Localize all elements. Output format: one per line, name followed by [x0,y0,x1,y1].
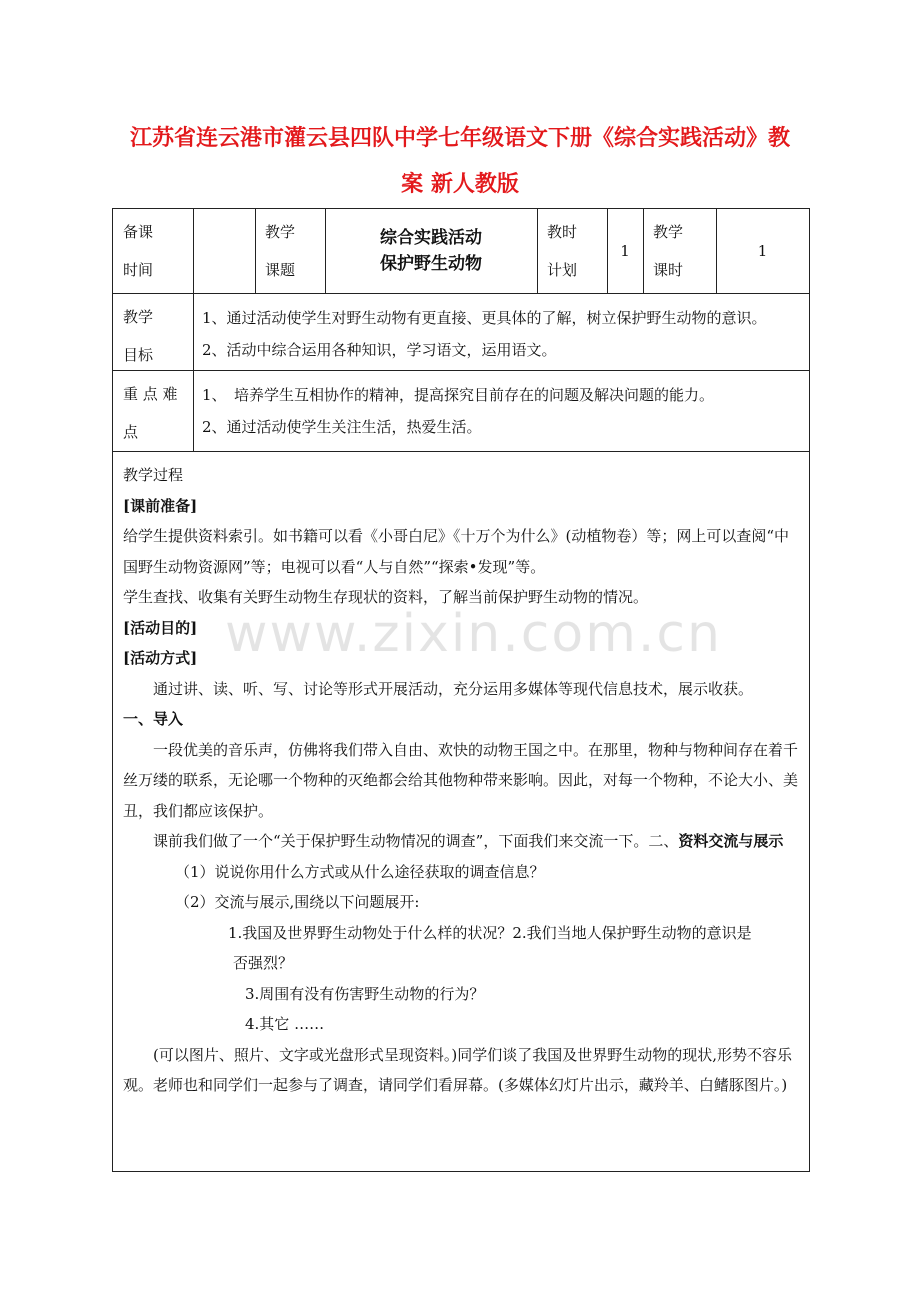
survey-text: 课前我们做了一个“关于保护野生动物情况的调查”，下面我们来交流一下。二、资料交流与展示 [153,832,784,850]
key-points-row [113,371,809,452]
document-title-line-1: 江苏省连云港市灌云县四队中学七年级语文下册《综合实践活动》教 [129,125,790,151]
plan-label: 教时 计划 [537,209,608,293]
sub-question: 4.其它 …… [245,1015,325,1033]
goals-list [194,294,809,370]
header-row [113,209,809,294]
question-1: （1）说说你用什么方式或从什么途径获取的调查信息？ [175,862,545,881]
goal-item: 1、通过活动使学生对野生动物有更直接、更具体的了解，树立保护野生动物的意识。 [202,309,767,327]
goal-item: 2、活动中综合运用各种知识，学习语文，运用语文。 [202,341,557,359]
key-point-item: 2、通过活动使学生关注生活，热爱生活。 [202,418,482,436]
hours-label: 教学 课时 [643,209,717,293]
lesson-plan-table [112,208,810,1172]
teaching-process [113,452,809,1107]
method-heading: [活动方式] [123,649,198,667]
process-row [113,452,809,1171]
method-text: 通过讲、读、听、写、讨论等形式开展活动，充分运用多媒体等现代信息技术，展示收获。 [153,679,754,698]
question-2: （2）交流与展示,围绕以下问题展开: [175,893,420,911]
purpose-heading: [活动目的] [123,618,198,637]
exchange-heading: 资料交流与展示 [678,832,784,850]
watermark: www.zixin.com.cn [225,604,722,664]
goals-label: 教学 目标 [113,294,194,370]
closing-text: (可以图片、照片、文字或光盘形式呈现资料。)同学们谈了我国及世界野生动物的现状,形势不容乐观。老师也和同学们一起参与了调查，请同学们看屏幕。(多媒体幻灯片出示，藏羚羊、白鳍豚图片。) [123,1045,792,1094]
document-title-line-2: 案 新人教版 [401,171,519,197]
intro-heading: 一、导入 [123,710,184,728]
topic-label: 教学 课题 [255,209,326,293]
key-point-item: 1、 培养学生互相协作的精神，提高探究目前存在的问题及解决问题的能力。 [202,386,715,404]
prep-text: 学生查找、收集有关野生动物生存现状的资料，了解当前保护野生动物的情况。 [123,588,649,606]
plan-value: 1 [607,209,644,293]
prep-text: 给学生提供资料索引。如书籍可以看《小哥白尼》《十万个为什么》(动植物卷）等；网上可以查阅“中国野生动物资源网”等；电视可以看“人与自然”“探索•发现”等。 [123,527,790,576]
hours-value: 1 [757,242,768,260]
key-points-list [194,371,809,451]
prep-time-label: 备课 时间 [113,209,194,293]
prep-time-value [194,209,256,293]
sub-question: 1.我国及世界野生动物处于什么样的状况？2.我们当地人保护野生动物的意识是 [228,923,752,942]
sub-question-cont: 否强烈？ [233,954,294,972]
topic-value: 综合实践活动 保护野生动物 [325,209,538,293]
intro-text: 一段优美的音乐声，仿佛将我们带入自由、欢快的动物王国之中。在那里，物种与物种间存在着千丝万缕的联系，无论哪一个物种的灭绝都会给其他物种带来影响。因此，对每一个物种，不论大小、美丑，我们都应该保护。 [123,740,799,820]
goals-row [113,294,809,371]
sub-question: 3.周围有没有伤害野生动物的行为？ [245,984,485,1003]
process-heading: 教学过程 [123,466,184,484]
prep-heading: [课前准备] [123,496,198,515]
key-points-label: 重 点 难 点 [113,371,194,451]
